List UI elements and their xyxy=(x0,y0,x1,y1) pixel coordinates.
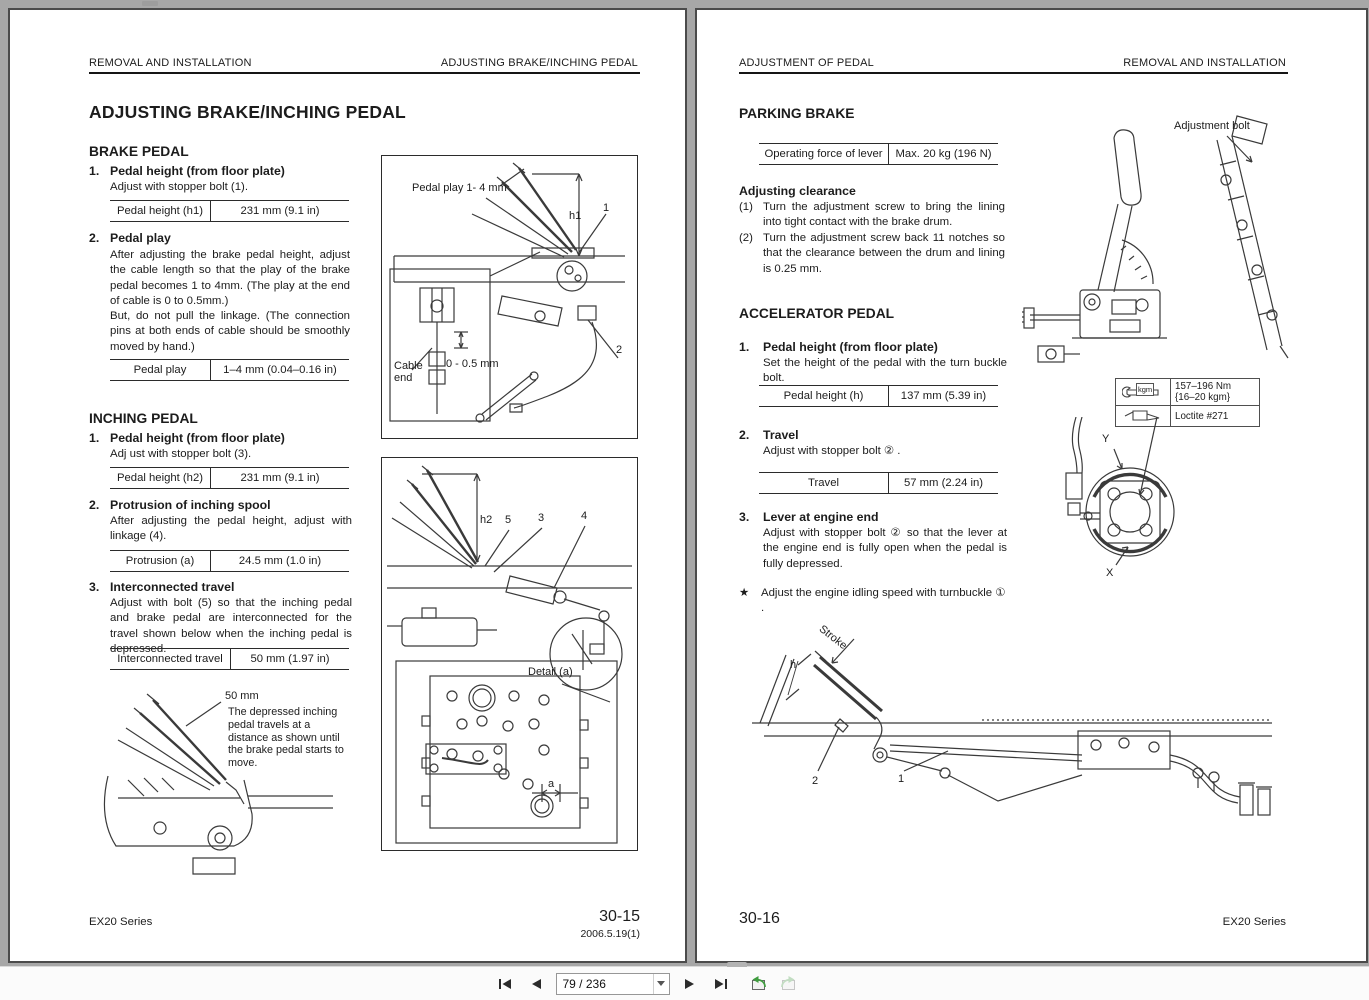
figure-label-5: 5 xyxy=(505,514,512,526)
item-body: Adj ust with stopper bolt (3). xyxy=(110,448,252,460)
sub-heading-adjusting-clearance: Adjusting clearance xyxy=(739,184,856,198)
spec-table xyxy=(759,385,998,407)
previous-view-button[interactable] xyxy=(747,973,769,995)
torque-value-nm: 157–196 Nm xyxy=(1175,381,1232,392)
spec-table xyxy=(110,467,349,489)
figure-inching-pedal-diagram xyxy=(381,457,638,851)
figure-label-3: 3 xyxy=(538,512,545,524)
figure-label-detail-a: Detail (a) xyxy=(528,666,573,678)
torque-value-kgm: {16–20 kgm} xyxy=(1175,392,1231,403)
item-title: Pedal height (from floor plate) xyxy=(763,340,938,354)
last-page-icon xyxy=(714,978,728,990)
item-body: Adjust with stopper bolt (1). xyxy=(110,181,249,193)
figure-label-gap: 0 - 0.5 mm xyxy=(446,358,499,370)
section-heading-inching-pedal: INCHING PEDAL xyxy=(89,411,198,426)
page-number-value: 79 / 236 xyxy=(562,976,606,991)
spec-table-value: 57 mm (2.24 in) xyxy=(903,477,984,489)
spec-table-value: 137 mm (5.39 in) xyxy=(900,390,987,402)
figure-label-h1: h1 xyxy=(569,210,582,222)
previous-page-button[interactable] xyxy=(525,973,547,995)
figure-label-adjustment-bolt: Adjustment bolt xyxy=(1174,120,1250,132)
spec-table xyxy=(110,200,349,222)
item-number: 3. xyxy=(89,580,100,594)
item-number: 2. xyxy=(739,428,750,442)
star-bullet: ★ xyxy=(739,587,750,599)
figure-label-h: h xyxy=(790,659,797,671)
figure-label-x: X xyxy=(1106,567,1114,579)
spec-table-label: Operating force of lever xyxy=(759,144,889,164)
item-title: Pedal height (from floor plate) xyxy=(110,164,285,178)
footer-series: EX20 Series xyxy=(89,916,153,928)
figure-label-h2: h2 xyxy=(480,514,493,526)
item-body: Adjust with stopper bolt ② . xyxy=(763,445,901,457)
spec-table-label: Pedal height (h2) xyxy=(110,468,211,488)
page-title: ADJUSTING BRAKE/INCHING PEDAL xyxy=(89,102,406,122)
item-body: Adjust with stopper bolt ② so that the lever at the engine end is fully open when the pedal is fully depressed. xyxy=(763,527,1007,570)
figure-label-1: 1 xyxy=(898,773,905,785)
item-title: Pedal height (from floor plate) xyxy=(110,431,285,445)
first-page-button[interactable] xyxy=(494,973,516,995)
item-body: After adjusting the brake pedal height, adjust the cable length so that the play of the brake pedal becomes 1 to 4mm. (The play at the end of cable is 0 to 0.5mm.) xyxy=(110,249,350,308)
viewer-toolbar xyxy=(0,966,1369,1000)
next-view-button[interactable] xyxy=(778,973,800,995)
item-title: Lever at engine end xyxy=(763,510,879,524)
spec-table-value: 231 mm (9.1 in) xyxy=(240,205,320,217)
spec-table-label: Pedal height (h) xyxy=(759,386,889,406)
manual-page-right xyxy=(695,8,1368,963)
item-number: 2. xyxy=(89,498,100,512)
spec-table-value: 1–4 mm (0.04–0.16 in) xyxy=(223,364,337,376)
spec-table-label: Pedal play xyxy=(110,360,211,380)
step-number: (1) xyxy=(739,201,753,213)
figure-label-4: 4 xyxy=(581,510,588,522)
page-header-right: REMOVAL AND INSTALLATION xyxy=(1123,57,1286,69)
footer-page-number: 30-15 xyxy=(599,908,640,925)
accelerator-pedal-drawing xyxy=(742,605,1287,865)
next-view-icon xyxy=(779,975,799,992)
page-header-right: ADJUSTING BRAKE/INCHING PEDAL xyxy=(440,57,638,69)
figure-label-1: 1 xyxy=(603,202,610,214)
figure-note: The depressed inching pedal travels at a distance as shown until the brake pedal starts to move. xyxy=(228,706,344,770)
item-body: Adjust with bolt (5) so that the inching pedal and brake pedal are interconnected for the travel shown below when the inching pedal is depressed. xyxy=(110,597,352,656)
item-number: 1. xyxy=(739,340,750,354)
spec-table-label: Pedal height (h1) xyxy=(110,201,211,221)
wrench-icon xyxy=(1116,379,1171,405)
item-number: 3. xyxy=(739,510,750,524)
figure-label-2: 2 xyxy=(616,344,623,356)
footer-page-number: 30-16 xyxy=(739,910,780,927)
footer-date: 2006.5.19(1) xyxy=(580,928,640,940)
figure-label-y: Y xyxy=(1102,433,1110,445)
figure-parking-brake-lever xyxy=(1022,110,1307,382)
step-text: Turn the adjustment screw to bring the lining into tight contact with the brake drum. xyxy=(763,201,1005,229)
spec-table xyxy=(110,550,349,572)
next-page-icon xyxy=(684,978,696,990)
section-heading-accelerator-pedal: ACCELERATOR PEDAL xyxy=(739,306,895,321)
figure-accelerator-pedal xyxy=(742,605,1287,865)
header-rule xyxy=(89,72,640,74)
item-number: 1. xyxy=(89,164,100,178)
spec-table-value: 24.5 mm (1.0 in) xyxy=(238,555,322,567)
item-number: 2. xyxy=(89,231,100,245)
item-title: Protrusion of inching spool xyxy=(110,498,271,512)
kgm-tag: kgm xyxy=(1138,385,1153,394)
item-body: Set the height of the pedal with the turn buckle bolt. xyxy=(763,357,1007,385)
figure-label-pedal-play: Pedal play 1- 4 mm xyxy=(412,182,507,194)
section-heading-brake-pedal: BRAKE PEDAL xyxy=(89,144,189,159)
previous-page-icon xyxy=(530,978,542,990)
figure-brake-drum xyxy=(1042,417,1197,597)
figure-label-2: 2 xyxy=(812,775,819,787)
next-page-button[interactable] xyxy=(679,973,701,995)
brake-pedal-drawing xyxy=(382,156,637,438)
item-title: Pedal play xyxy=(110,231,171,245)
step-text: Turn the adjustment screw back 11 notches so that the clearance between the drum and lining is 0.25 mm. xyxy=(763,232,1005,275)
parking-brake-lever-drawing xyxy=(1022,110,1307,382)
page-header-left: REMOVAL AND INSTALLATION xyxy=(89,57,252,69)
manual-page-left xyxy=(8,8,687,963)
page-header-left: ADJUSTMENT OF PEDAL xyxy=(739,57,875,69)
spec-table xyxy=(759,472,998,494)
spec-table-value: 50 mm (1.97 in) xyxy=(250,653,330,665)
figure-brake-pedal-diagram xyxy=(381,155,638,439)
figure-dim-label: 50 mm xyxy=(225,690,259,702)
figure-label-stroke: Stroke xyxy=(816,623,850,653)
loctite-value: Loctite #271 xyxy=(1175,410,1229,422)
section-heading-parking-brake: PARKING BRAKE xyxy=(739,106,855,121)
spec-table-value: Max. 20 kg (196 N) xyxy=(895,148,992,160)
footer-series: EX20 Series xyxy=(1222,916,1286,928)
star-note: Adjust the engine idling speed with turnbuckle ① . xyxy=(761,587,1006,615)
spec-table-value: 231 mm (9.1 in) xyxy=(240,472,320,484)
top-bar-handle xyxy=(142,1,158,6)
spec-table-label: Protrusion (a) xyxy=(110,551,211,571)
page-dropdown-button[interactable] xyxy=(653,974,669,994)
torque-row xyxy=(1116,379,1259,406)
item-number: 1. xyxy=(89,431,100,445)
spec-table-label: Travel xyxy=(759,473,889,493)
item-title: Travel xyxy=(763,428,799,442)
figure-label-a: a xyxy=(548,778,555,790)
item-body-2: But, do not pull the linkage. (The connection pins at both ends of cable should be smoothly moved by hand.) xyxy=(110,310,350,353)
brake-drum-drawing xyxy=(1042,417,1197,597)
last-page-button[interactable] xyxy=(710,973,732,995)
spec-table xyxy=(759,143,998,165)
step-number: (2) xyxy=(739,232,753,244)
figure-inching-travel-diagram xyxy=(98,678,368,898)
previous-view-icon xyxy=(748,975,768,992)
spec-table xyxy=(110,359,349,381)
chevron-down-icon xyxy=(657,981,665,986)
spec-table-label: Interconnected travel xyxy=(110,649,231,669)
page-number-input[interactable] xyxy=(556,973,670,995)
first-page-icon xyxy=(498,978,512,990)
item-body: After adjusting the pedal height, adjust with linkage (4). xyxy=(110,515,352,543)
spec-table xyxy=(110,648,349,670)
item-title: Interconnected travel xyxy=(110,580,235,594)
header-rule xyxy=(739,72,1288,74)
figure-label-cable-end: Cable end xyxy=(394,360,423,384)
